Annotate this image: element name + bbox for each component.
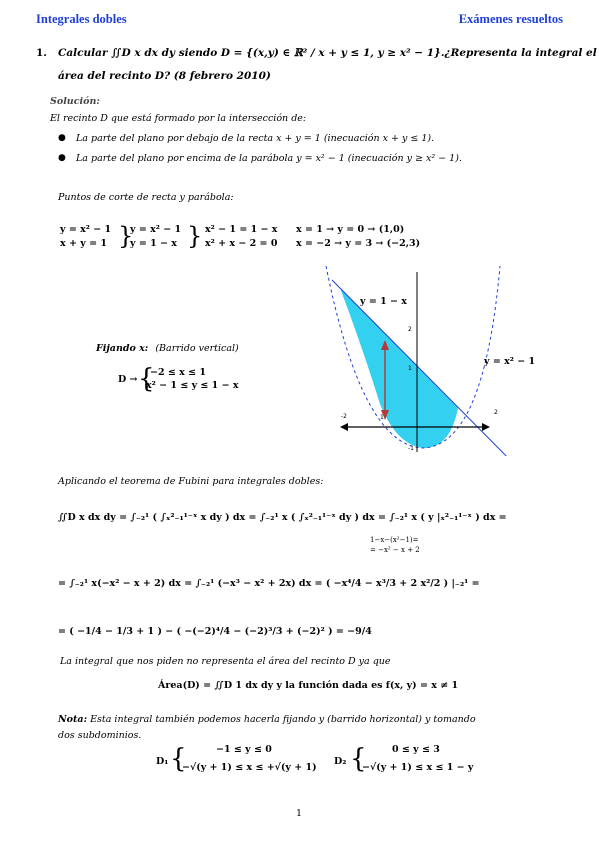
calc-line2: = ∫₋₂¹ x(−x² − x + 2) dx = ∫₋₂¹ (−x³ − x² + 2x) dx = ( −x⁴/4 − x³/3 + 2 x²/2 ) |₋₂¹ = [58,578,480,589]
area-intro: La integral que nos piden no representa el área del recinto D ya que [60,656,391,667]
sys-eq3a: x² − 1 = 1 − x [205,224,278,235]
calc-note1: 1−x−(x²−1)= [370,536,419,544]
calc-line1: ∬D x dx dy = ∫₋₂¹ ( ∫ₓ²₋₁¹⁻ˣ x dy ) dx = ∫₋₂¹ x ( ∫ₓ²₋₁¹⁻ˣ dy ) dx = ∫₋₂¹ x ( y |ₓ²₋₁¹⁻ˣ ) dx = [58,512,507,523]
parabola-label: y = x² − 1 [484,356,536,367]
d2-cond2: −√(y + 1) ≤ x ≤ 1 − y [362,762,474,773]
x-axis-arrow-right [482,423,490,431]
bullet-2: La parte del plano por encima de la parábola y = x² − 1 (inecuación y ≥ x² − 1). [76,153,462,164]
d1-label: D₁ [156,756,169,767]
right-brace-icon: } [187,222,203,250]
solution-title: Solución: [50,96,100,107]
bullet-icon: ● [58,153,66,163]
fixing-D: D → [118,374,138,385]
sys-eq1b: x + y = 1 [60,238,107,249]
sys-eq4b: x = −2 → y = 3 → (−2,3) [296,238,421,249]
x-axis-arrow-left [340,423,348,431]
fubini-title: Aplicando el teorema de Fubini para integrales dobles: [58,476,324,487]
calc-line3: = ( −1/4 − 1/3 + 1 ) − ( −(−2)⁴/4 − (−2)³/3 + (−2)² ) = −9/4 [58,626,372,637]
area-formula: Área(D) = ∬D 1 dx dy y la función dada es f(x, y) = x ≠ 1 [158,680,459,691]
problem-line2: área del recinto D? (8 febrero 2010) [58,70,271,82]
d2-cond1: 0 ≤ y ≤ 3 [392,744,440,755]
fixing-cond1: −2 ≤ x ≤ 1 [150,367,206,378]
note-line1: Nota: Esta integral también podemos hacerla fijando y (barrido horizontal) y tomando [58,714,476,725]
sys-eq2b: y = 1 − x [130,238,177,249]
sys-eq3b: x² + x − 2 = 0 [205,238,278,249]
header-right: Exámenes resueltos [458,12,563,26]
note-line2: dos subdominios. [58,730,142,741]
d1-cond1: −1 ≤ y ≤ 0 [216,744,272,755]
sys-eq1a: y = x² − 1 [60,224,112,235]
tick-xm2: -2 [341,413,347,420]
left-brace-icon: { [138,364,155,394]
problem-line1: Calcular ∬D x dx dy siendo D = {(x,y) ∈ ℝ² / x + y ≤ 1, y ≥ x² − 1}.¿Representa la integral el [58,47,597,59]
d1-cond2: −√(y + 1) ≤ x ≤ +√(y + 1) [182,762,317,773]
tick-x1: 1 [380,414,384,421]
tick-x2: 2 [494,409,498,416]
page-number: 1 [296,808,303,819]
fixing-cond2: x² − 1 ≤ y ≤ 1 − x [146,380,239,391]
sys-eq4a: x = 1 → y = 0 → (1,0) [296,224,405,235]
tick-y1: 1 [408,365,412,372]
fixing-heading: Fijando x: (Barrido vertical) [96,343,239,354]
d2-label: D₂ [334,756,347,767]
problem-number: 1. [36,47,47,59]
calc-note2: = −x² − x + 2 [370,546,420,554]
solution-intro: El recinto D que está formado por la intersección de: [50,113,307,124]
sys-eq2a: y = x² − 1 [130,224,182,235]
tick-y2: 2 [408,326,412,333]
right-brace-icon: } [118,222,134,250]
left-brace-icon: { [350,744,367,774]
bullet-icon: ● [58,133,66,143]
bullet-1: La parte del plano por debajo de la recta x + y = 1 (inecuación x + y ≤ 1). [76,133,435,144]
shaded-region [340,288,458,448]
left-brace-icon: { [170,744,187,774]
header-left: Integrales dobles [36,12,127,26]
parabola-curve [324,266,340,294]
cut-points-title: Puntos de corte de recta y parábola: [58,192,234,203]
tick-ym1: -1 [408,445,414,452]
line-label: y = 1 − x [360,296,407,307]
